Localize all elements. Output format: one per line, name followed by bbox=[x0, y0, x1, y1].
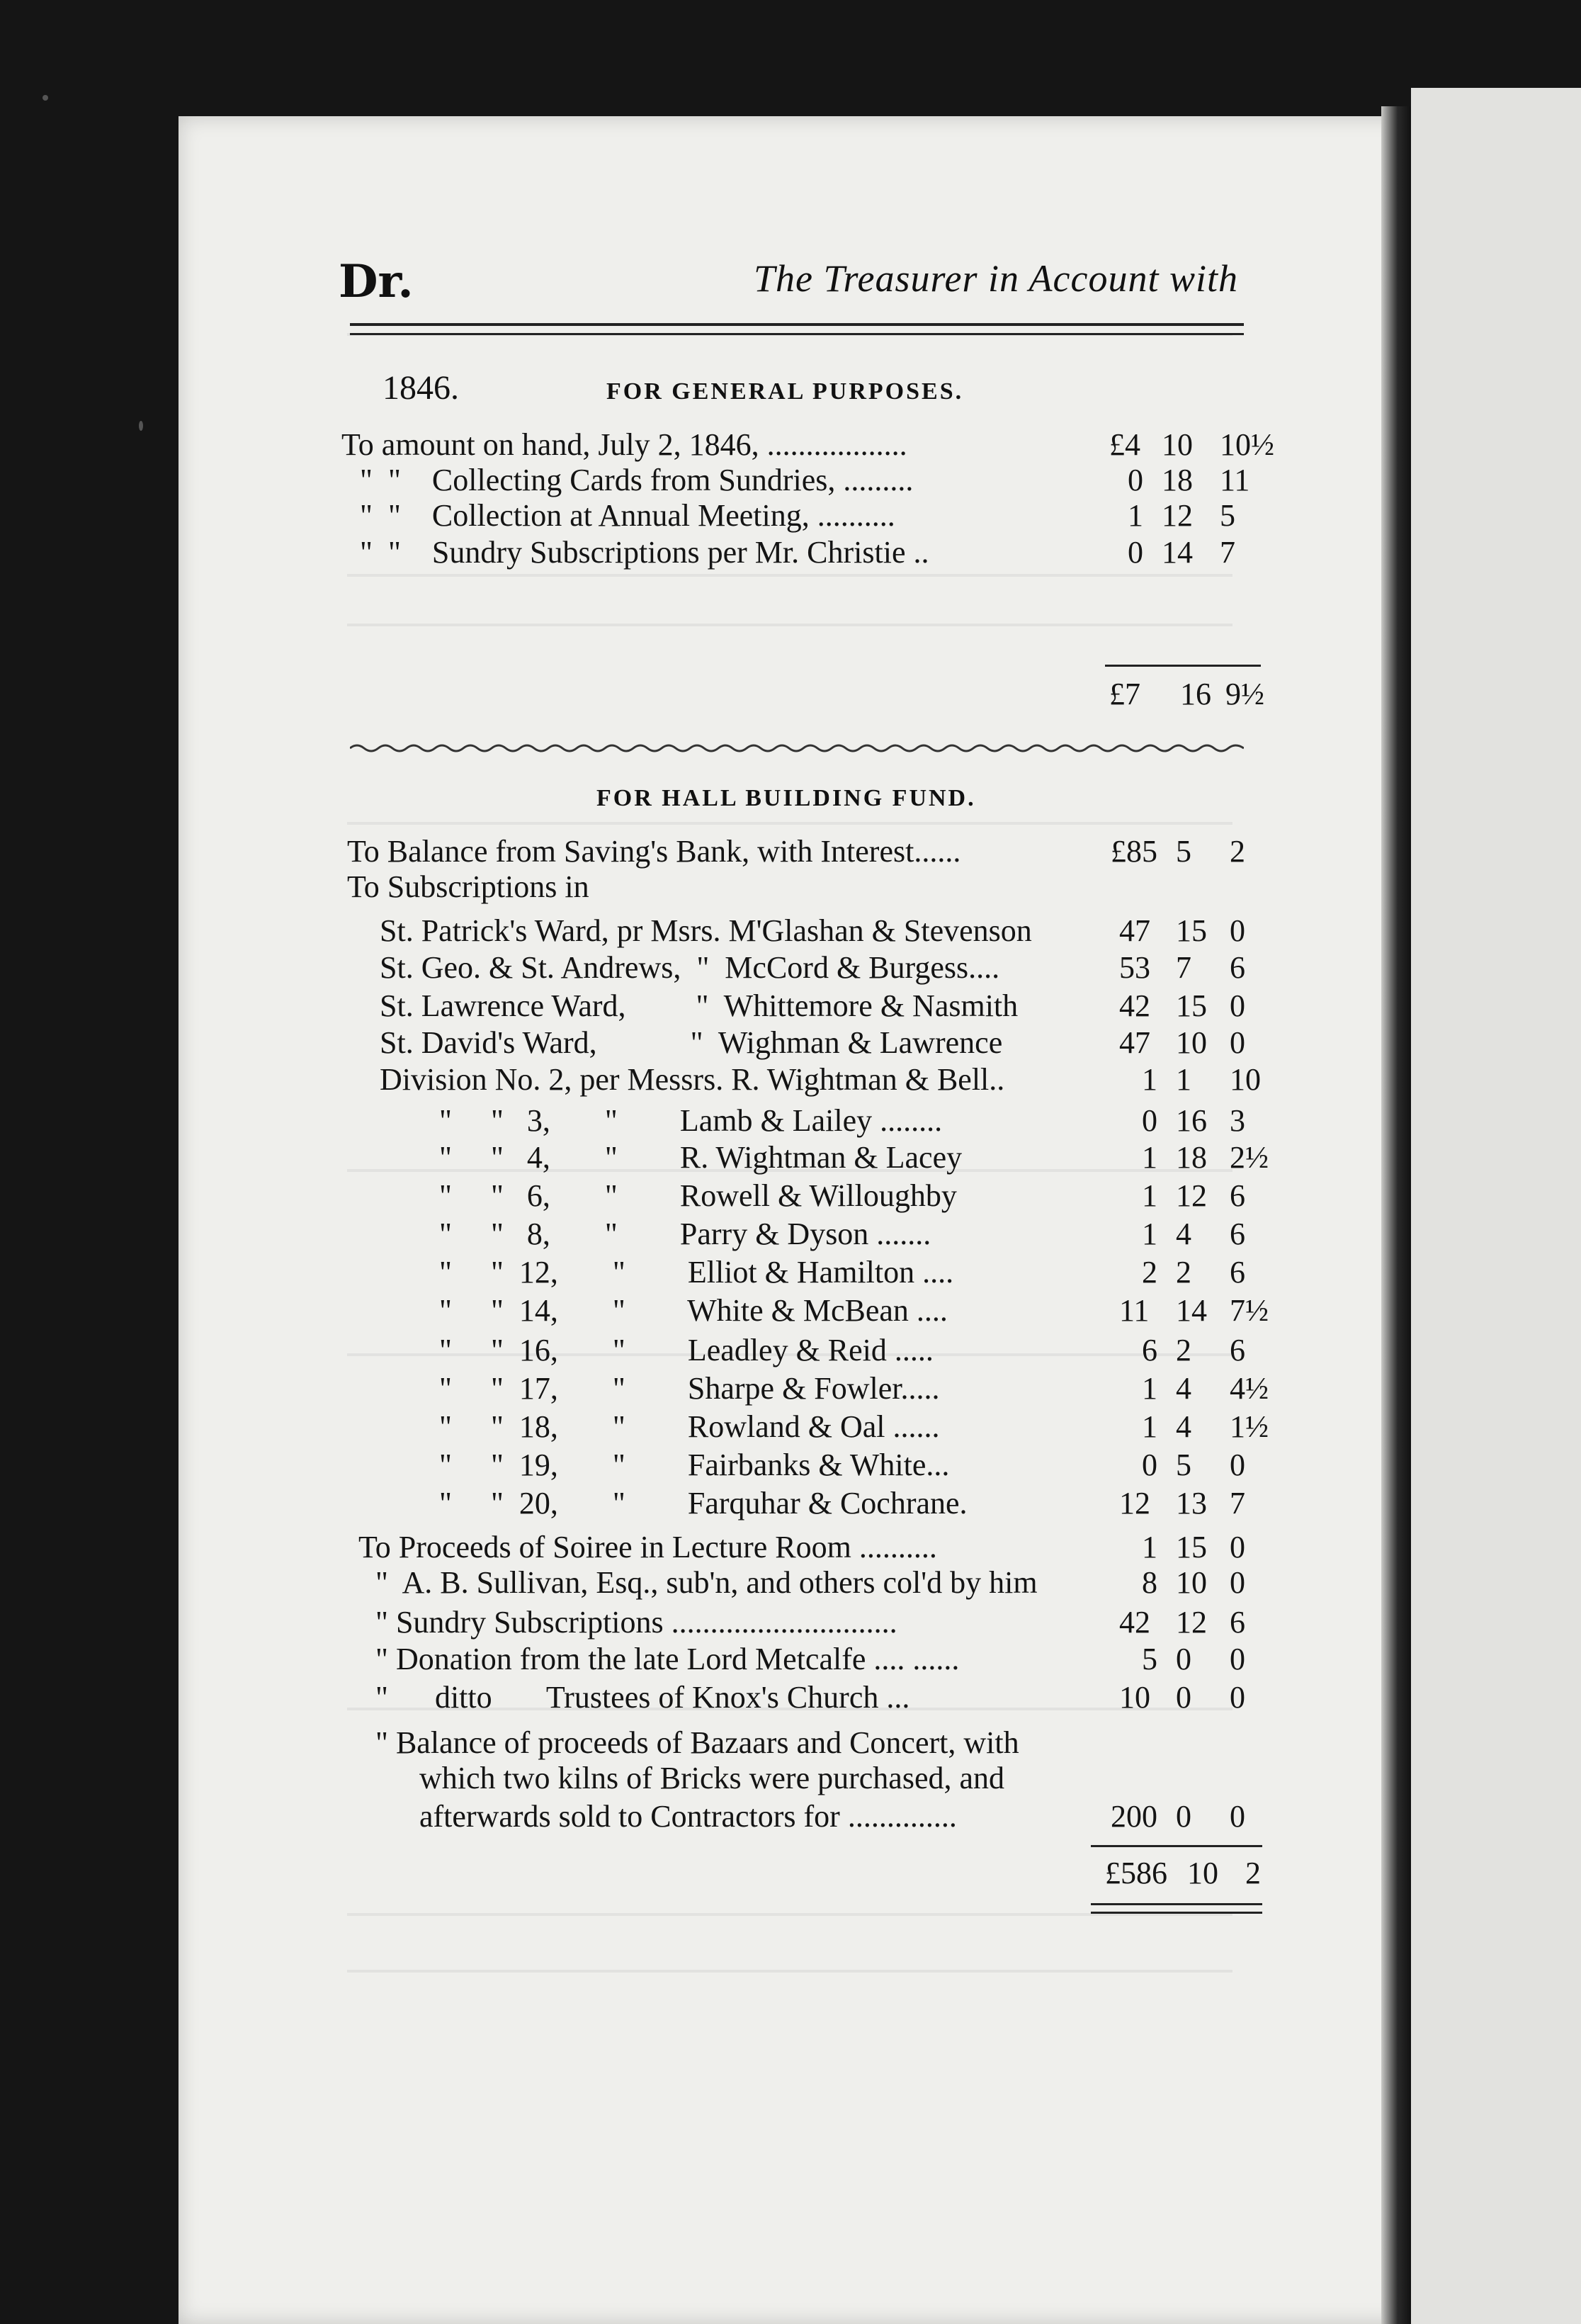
hall-pence: 0 bbox=[1230, 1680, 1245, 1715]
general-shillings: 18 bbox=[1162, 463, 1193, 497]
hall-shillings: 7 bbox=[1176, 950, 1191, 985]
hall-pounds: 5 bbox=[1142, 1642, 1157, 1676]
hall-row-text: Division No. 2, per Messrs. R. Wightman & Bell.. bbox=[380, 1062, 1005, 1097]
general-row-text: " " Collecting Cards from Sundries, ......... bbox=[360, 463, 914, 497]
hall-pounds: 1 bbox=[1142, 1062, 1157, 1097]
hall-pence: 7½ bbox=[1230, 1293, 1269, 1328]
hall-row-text: " " 19, " Fairbanks & White... bbox=[439, 1448, 950, 1482]
hall-shillings: 15 bbox=[1176, 988, 1207, 1023]
hall-shillings: 16 bbox=[1176, 1103, 1207, 1138]
hall-shillings: 1 bbox=[1176, 1062, 1191, 1097]
hall-building-heading: FOR HALL BUILDING FUND. bbox=[596, 785, 976, 811]
debit-heading: Dr. bbox=[339, 255, 414, 308]
hall-row-text: St. Patrick's Ward, pr Msrs. M'Glashan & Stevenson bbox=[380, 913, 1032, 948]
general-total-pounds: £7 bbox=[1109, 677, 1140, 711]
hall-pence: 0 bbox=[1230, 1025, 1245, 1060]
hall-shillings: 5 bbox=[1176, 834, 1191, 869]
hall-pounds: 47 bbox=[1119, 913, 1150, 948]
hall-pence: 0 bbox=[1230, 913, 1245, 948]
hall-row-text: " " 6, " Rowell & Willoughby bbox=[439, 1178, 957, 1213]
wavy-divider bbox=[350, 740, 1244, 754]
hall-pence: 4½ bbox=[1230, 1371, 1269, 1406]
general-pounds: £4 bbox=[1109, 427, 1140, 462]
hall-pence: 0 bbox=[1230, 1799, 1245, 1834]
hall-row-text: St. David's Ward, " Wighman & Lawrence bbox=[380, 1025, 1003, 1060]
hall-pence: 6 bbox=[1230, 950, 1245, 985]
show-through bbox=[347, 624, 1232, 626]
hall-row-text: St. Geo. & St. Andrews, " McCord & Burgess.... bbox=[380, 950, 1000, 985]
hall-row-text: which two kilns of Bricks were purchased, and bbox=[419, 1761, 1005, 1795]
general-pounds: 1 bbox=[1128, 498, 1143, 533]
hall-shillings: 0 bbox=[1176, 1680, 1191, 1715]
hall-pence: 10 bbox=[1230, 1062, 1261, 1097]
general-total-rule bbox=[1105, 665, 1261, 667]
hall-total-pounds: £586 bbox=[1105, 1856, 1167, 1890]
hall-row-text: " " 14, " White & McBean .... bbox=[439, 1293, 948, 1328]
hall-row-text: " Balance of proceeds of Bazaars and Concert, with bbox=[375, 1725, 1019, 1760]
hall-pence: 2 bbox=[1230, 834, 1245, 869]
hall-row-text: St. Lawrence Ward, " Whittemore & Nasmith bbox=[380, 988, 1019, 1023]
hall-row-text: " " 4, " R. Wightman & Lacey bbox=[439, 1140, 963, 1175]
hall-shillings: 2 bbox=[1176, 1255, 1191, 1290]
hall-shillings: 12 bbox=[1176, 1605, 1207, 1640]
hall-row-text: " " 20, " Farquhar & Cochrane. bbox=[439, 1486, 968, 1521]
general-pence: 11 bbox=[1220, 463, 1250, 497]
page-title: The Treasurer in Account with bbox=[753, 257, 1238, 300]
hall-pounds: 53 bbox=[1119, 950, 1150, 985]
hall-row-text: To Subscriptions in bbox=[347, 869, 589, 904]
hall-row-text: " " 16, " Leadley & Reid ..... bbox=[439, 1333, 934, 1367]
hall-shillings: 10 bbox=[1176, 1565, 1207, 1600]
hall-pounds: 11 bbox=[1119, 1293, 1150, 1328]
hall-pounds: 47 bbox=[1119, 1025, 1150, 1060]
hall-row-text: " " 12, " Elliot & Hamilton .... bbox=[439, 1255, 954, 1290]
book-gutter bbox=[1381, 106, 1411, 2324]
hall-double-rule-top bbox=[1091, 1903, 1262, 1905]
general-purposes-heading: FOR GENERAL PURPOSES. bbox=[606, 378, 964, 405]
hall-pounds: 1 bbox=[1142, 1217, 1157, 1251]
hall-shillings: 12 bbox=[1176, 1178, 1207, 1213]
hall-shillings: 4 bbox=[1176, 1371, 1191, 1406]
general-pounds: 0 bbox=[1128, 535, 1143, 570]
hall-pounds: 1 bbox=[1142, 1140, 1157, 1175]
show-through bbox=[347, 822, 1232, 825]
hall-row-text: " Donation from the late Lord Metcalfe .... ...... bbox=[375, 1642, 960, 1676]
hall-shillings: 15 bbox=[1176, 913, 1207, 948]
hall-pence: 0 bbox=[1230, 988, 1245, 1023]
hall-pence: 0 bbox=[1230, 1530, 1245, 1564]
hall-row-text: " A. B. Sullivan, Esq., sub'n, and others col'd by him bbox=[375, 1565, 1038, 1600]
header-rule-bottom bbox=[350, 333, 1244, 335]
hall-pounds: 6 bbox=[1142, 1333, 1157, 1367]
scan-speck bbox=[42, 95, 48, 101]
general-shillings: 14 bbox=[1162, 535, 1193, 570]
hall-pounds: 1 bbox=[1142, 1371, 1157, 1406]
hall-row-text: To Proceeds of Soiree in Lecture Room .......... bbox=[358, 1530, 937, 1564]
general-pence: 5 bbox=[1220, 498, 1235, 533]
hall-row-text: To Balance from Saving's Bank, with Interest...... bbox=[347, 834, 961, 869]
hall-pounds: 12 bbox=[1119, 1486, 1150, 1521]
hall-pence: 6 bbox=[1230, 1255, 1245, 1290]
hall-pence: 0 bbox=[1230, 1448, 1245, 1482]
hall-row-text: " " 18, " Rowland & Oal ...... bbox=[439, 1409, 940, 1444]
hall-shillings: 2 bbox=[1176, 1333, 1191, 1367]
general-total-shillings: 16 bbox=[1180, 677, 1211, 711]
hall-total-rule bbox=[1091, 1845, 1262, 1847]
hall-pence: 6 bbox=[1230, 1178, 1245, 1213]
hall-pounds: 10 bbox=[1119, 1680, 1150, 1715]
account-year: 1846. bbox=[382, 369, 459, 407]
hall-pence: 6 bbox=[1230, 1333, 1245, 1367]
show-through bbox=[347, 574, 1232, 577]
hall-shillings: 18 bbox=[1176, 1140, 1207, 1175]
hall-row-text: " ditto Trustees of Knox's Church ... bbox=[375, 1680, 910, 1715]
hall-shillings: 10 bbox=[1176, 1025, 1207, 1060]
hall-double-rule-bottom bbox=[1091, 1912, 1262, 1914]
hall-pounds: 42 bbox=[1119, 988, 1150, 1023]
general-pence: 7 bbox=[1220, 535, 1235, 570]
hall-pounds: 200 bbox=[1111, 1799, 1157, 1834]
general-shillings: 10 bbox=[1162, 427, 1193, 462]
general-total-pence: 9½ bbox=[1225, 677, 1264, 711]
hall-pounds: 0 bbox=[1142, 1448, 1157, 1482]
hall-shillings: 4 bbox=[1176, 1409, 1191, 1444]
general-pounds: 0 bbox=[1128, 463, 1143, 497]
hall-pence: 0 bbox=[1230, 1642, 1245, 1676]
hall-row-text: " Sundry Subscriptions ............................. bbox=[375, 1605, 897, 1640]
hall-shillings: 5 bbox=[1176, 1448, 1191, 1482]
hall-total-shillings: 10 bbox=[1187, 1856, 1218, 1890]
hall-pence: 7 bbox=[1230, 1486, 1245, 1521]
hall-pounds: 1 bbox=[1142, 1530, 1157, 1564]
hall-shillings: 15 bbox=[1176, 1530, 1207, 1564]
general-row-text: " " Collection at Annual Meeting, .......... bbox=[360, 498, 895, 533]
general-row-text: To amount on hand, July 2, 1846, .................. bbox=[341, 427, 907, 462]
hall-pence: 6 bbox=[1230, 1605, 1245, 1640]
hall-pounds: 8 bbox=[1142, 1565, 1157, 1600]
hall-shillings: 13 bbox=[1176, 1486, 1207, 1521]
hall-pounds: 0 bbox=[1142, 1103, 1157, 1138]
facing-page bbox=[1411, 88, 1581, 2324]
hall-pence: 3 bbox=[1230, 1103, 1245, 1138]
hall-pence: 2½ bbox=[1230, 1140, 1269, 1175]
hall-row-text: afterwards sold to Contractors for .............. bbox=[419, 1799, 957, 1834]
hall-shillings: 0 bbox=[1176, 1642, 1191, 1676]
hall-shillings: 4 bbox=[1176, 1217, 1191, 1251]
general-pence: 10½ bbox=[1220, 427, 1274, 462]
hall-pounds: £85 bbox=[1111, 834, 1157, 869]
hall-row-text: " " 8, " Parry & Dyson ....... bbox=[439, 1217, 931, 1251]
show-through bbox=[347, 1970, 1232, 1973]
hall-pence: 0 bbox=[1230, 1565, 1245, 1600]
hall-pounds: 42 bbox=[1119, 1605, 1150, 1640]
hall-row-text: " " 3, " Lamb & Lailey ........ bbox=[439, 1103, 943, 1138]
hall-shillings: 14 bbox=[1176, 1293, 1207, 1328]
hall-pence: 6 bbox=[1230, 1217, 1245, 1251]
scan-speck bbox=[139, 421, 143, 431]
hall-pounds: 2 bbox=[1142, 1255, 1157, 1290]
hall-pence: 1½ bbox=[1230, 1409, 1269, 1444]
hall-shillings: 0 bbox=[1176, 1799, 1191, 1834]
header-rule-top bbox=[350, 323, 1244, 326]
hall-pounds: 1 bbox=[1142, 1178, 1157, 1213]
hall-pounds: 1 bbox=[1142, 1409, 1157, 1444]
hall-total-pence: 2 bbox=[1245, 1856, 1261, 1890]
general-shillings: 12 bbox=[1162, 498, 1193, 533]
general-row-text: " " Sundry Subscriptions per Mr. Christie .. bbox=[360, 535, 929, 570]
hall-total bbox=[1105, 1856, 1268, 1992]
hall-row-text: " " 17, " Sharpe & Fowler..... bbox=[439, 1371, 940, 1406]
